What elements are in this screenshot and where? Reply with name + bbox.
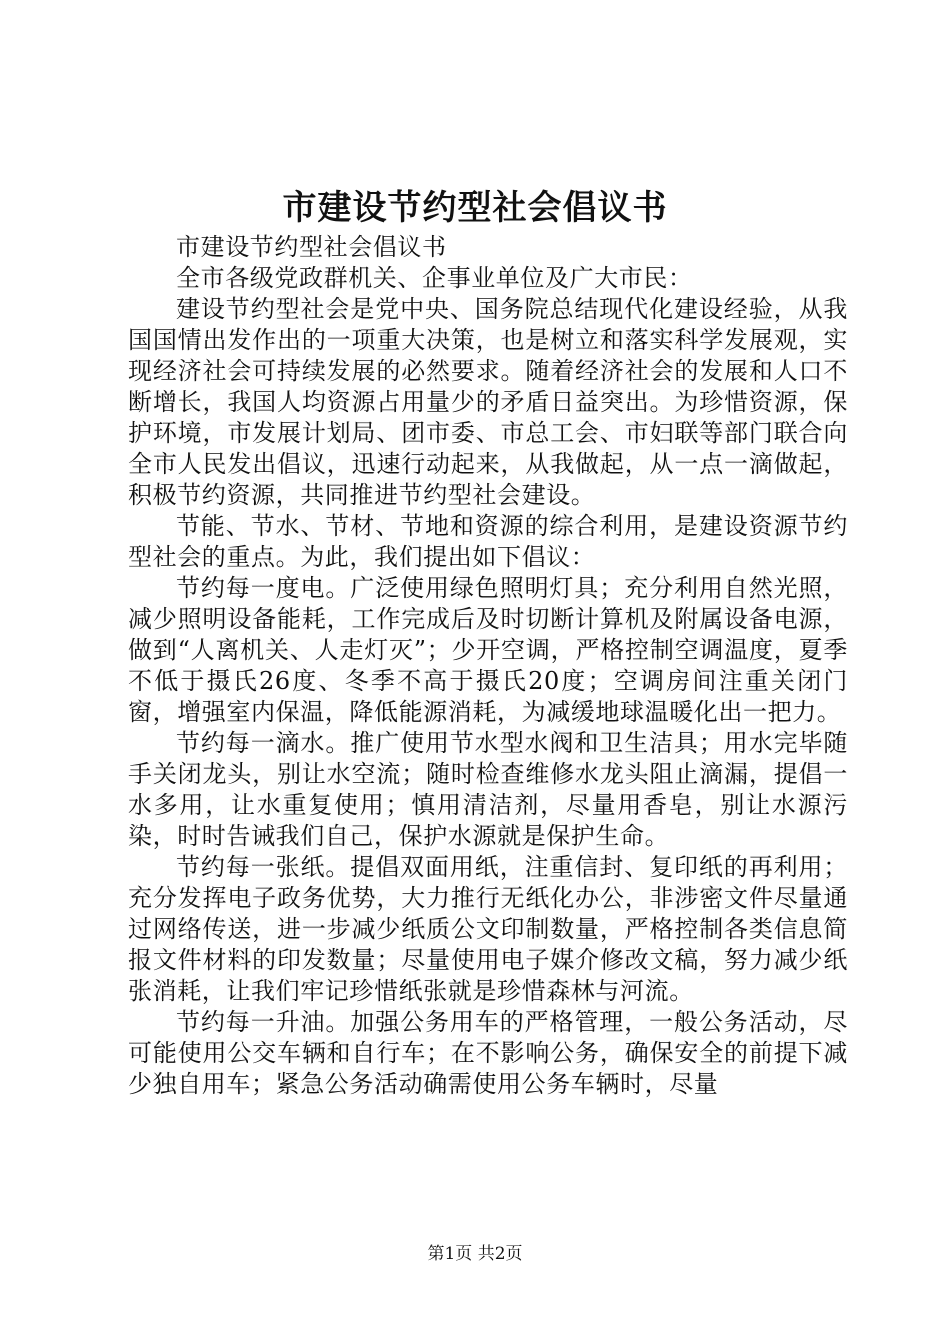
paragraph-water: 节约每一滴水。推广使用节水型水阀和卫生洁具；用水完毕随手关闭龙头，别让水空流；随时检查维修水龙头阻止滴漏，提倡一水多用，让水重复使用；慎用清洁剂，尽量用香皂，别让水源污染，时时告诫我们自己，保护水源就是保护生命。 <box>128 729 848 850</box>
document-body <box>128 232 848 1100</box>
paragraph-repeat-title: 市建设节约型社会倡议书 <box>176 233 447 261</box>
page-footer: 第1页 共2页 <box>427 1244 523 1264</box>
document-title: 市建设节约型社会倡议书 <box>282 188 668 228</box>
paragraph-intro: 建设节约型社会是党中央、国务院总结现代化建设经验，从我国国情出发作出的一项重大决策，也是树立和落实科学发展观，实现经济社会可持续发展的必然要求。随着经济社会的发展和人口不断增长，我国人均资源占用量少的矛盾日益突出。为珍惜资源，保护环境，市发展计划局、团市委、市总工会、市妇联等部门联合向全市人民发出倡议，迅速行动起来，从我做起，从一点一滴做起，积极节约资源，共同推进节约型社会建设。 <box>128 295 848 509</box>
paragraph-focus: 节能、节水、节材、节地和资源的综合利用，是建设资源节约型社会的重点。为此，我们提出如下倡议： <box>128 512 848 571</box>
paragraph-oil: 节约每一升油。加强公务用车的严格管理，一般公务活动，尽可能使用公交车辆和自行车；在不影响公务，确保安全的前提下减少独自用车；紧急公务活动确需使用公务车辆时，尽量 <box>128 1008 848 1098</box>
paragraph-paper: 节约每一张纸。提倡双面用纸，注重信封、复印纸的再利用；充分发挥电子政务优势，大力推行无纸化办公，非涉密文件尽量通过网络传送，进一步减少纸质公文印制数量，严格控制各类信息简报文件材料的印发数量；尽量使用电子媒介修改文稿，努力减少纸张消耗，让我们牢记珍惜纸张就是珍惜森林与河流。 <box>128 853 848 1005</box>
paragraph-electricity: 节约每一度电。广泛使用绿色照明灯具；充分利用自然光照，减少照明设备能耗，工作完成后及时切断计算机及附属设备电源，做到“人离机关、人走灯灭”；少开空调，严格控制空调温度，夏季不低于摄氏26度、冬季不高于摄氏20度；空调房间注重关闭门窗，增强室内保温，降低能源消耗，为减缓地球温暖化出一把力。 <box>128 574 848 726</box>
paragraph-salutation: 全市各级党政群机关、企事业单位及广大市民： <box>176 264 693 292</box>
